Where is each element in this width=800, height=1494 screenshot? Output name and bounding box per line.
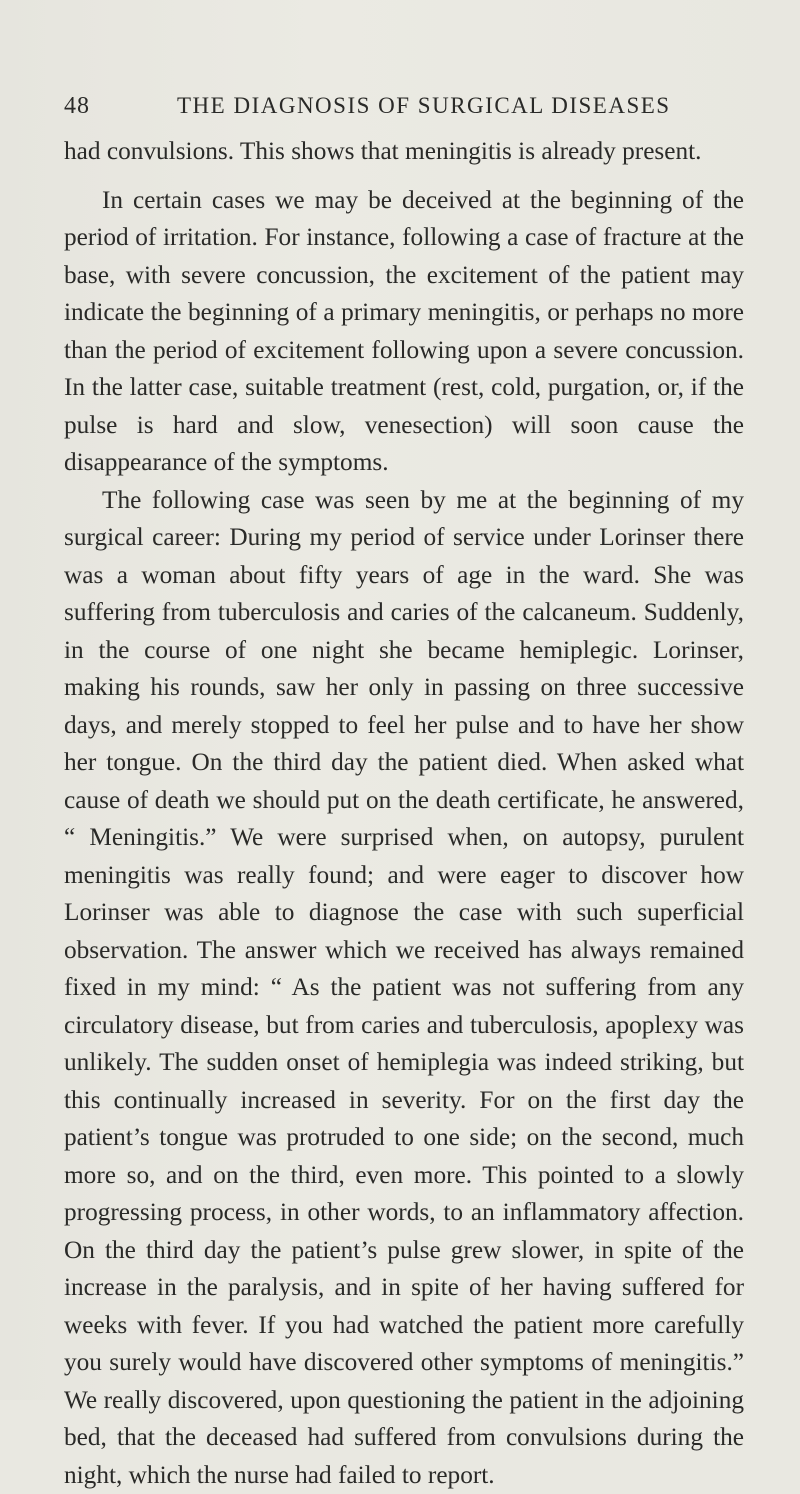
- running-head: [64, 93, 744, 123]
- running-title: THE DIAGNOSIS OF SURGICAL DISEASES: [177, 93, 671, 119]
- paragraph-lorinser-case: The following case was seen by me at the beginning of my surgical career: During my period of service under Lorinser there was a woman about fifty years of age in the ward. She was suffering from tuberculosis and caries of the calcaneum. Suddenly, in the course of one night she became hemiplegic. Lorinser, making his rounds, saw her only in passing on three successive days, and merely stopped to feel her pulse and to have her show her tongue. On the third day the patient died. When asked what cause of death we should put on the death certificate, he answered, “ Meningitis.” We were surprised when, on autopsy, purulent meningitis was really found; and were eager to discover how Lorinser was able to diagnose the case with such superficial observation. The answer which we received has always remained fixed in my mind: “ As the patient was not suffering from any circulatory disease, but from caries and tuberculosis, apoplexy was unlikely. The sudden onset of hemiplegia was indeed striking, but this continually increased in severity. For on the first day the patient’s tongue was protruded to one side; on the second, much more so, and on the third, even more. This pointed to a slowly progressing process, in other words, to an inflammatory affection. On the third day the patient’s pulse grew slower, in spite of the increase in the paralysis, and in spite of her having suffered for weeks with fever. If you had watched the patient more carefully you surely would have discovered other symptoms of meningitis.” We really discovered, upon questioning the patient in the adjoining bed, that the deceased had suffered from convulsions during the night, which the nurse had failed to report.: [64, 482, 744, 1494]
- page-number: 48: [64, 93, 90, 120]
- body-text: [64, 133, 744, 1494]
- paragraph-continuation: had convulsions. This shows that meningitis is already present.: [64, 133, 744, 171]
- paragraph-deceived-cases: In certain cases we may be deceived at the beginning of the period of irritation. For instance, following a case of fracture at the base, with severe concussion, the excitement of the patient may indicate the beginning of a primary meningitis, or perhaps no more than the period of excitement following upon a severe concussion. In the latter case, suitable treatment (rest, cold, purgation, or, if the pulse is hard and slow, venesection) will soon cause the disappearance of the symptoms.: [64, 182, 744, 482]
